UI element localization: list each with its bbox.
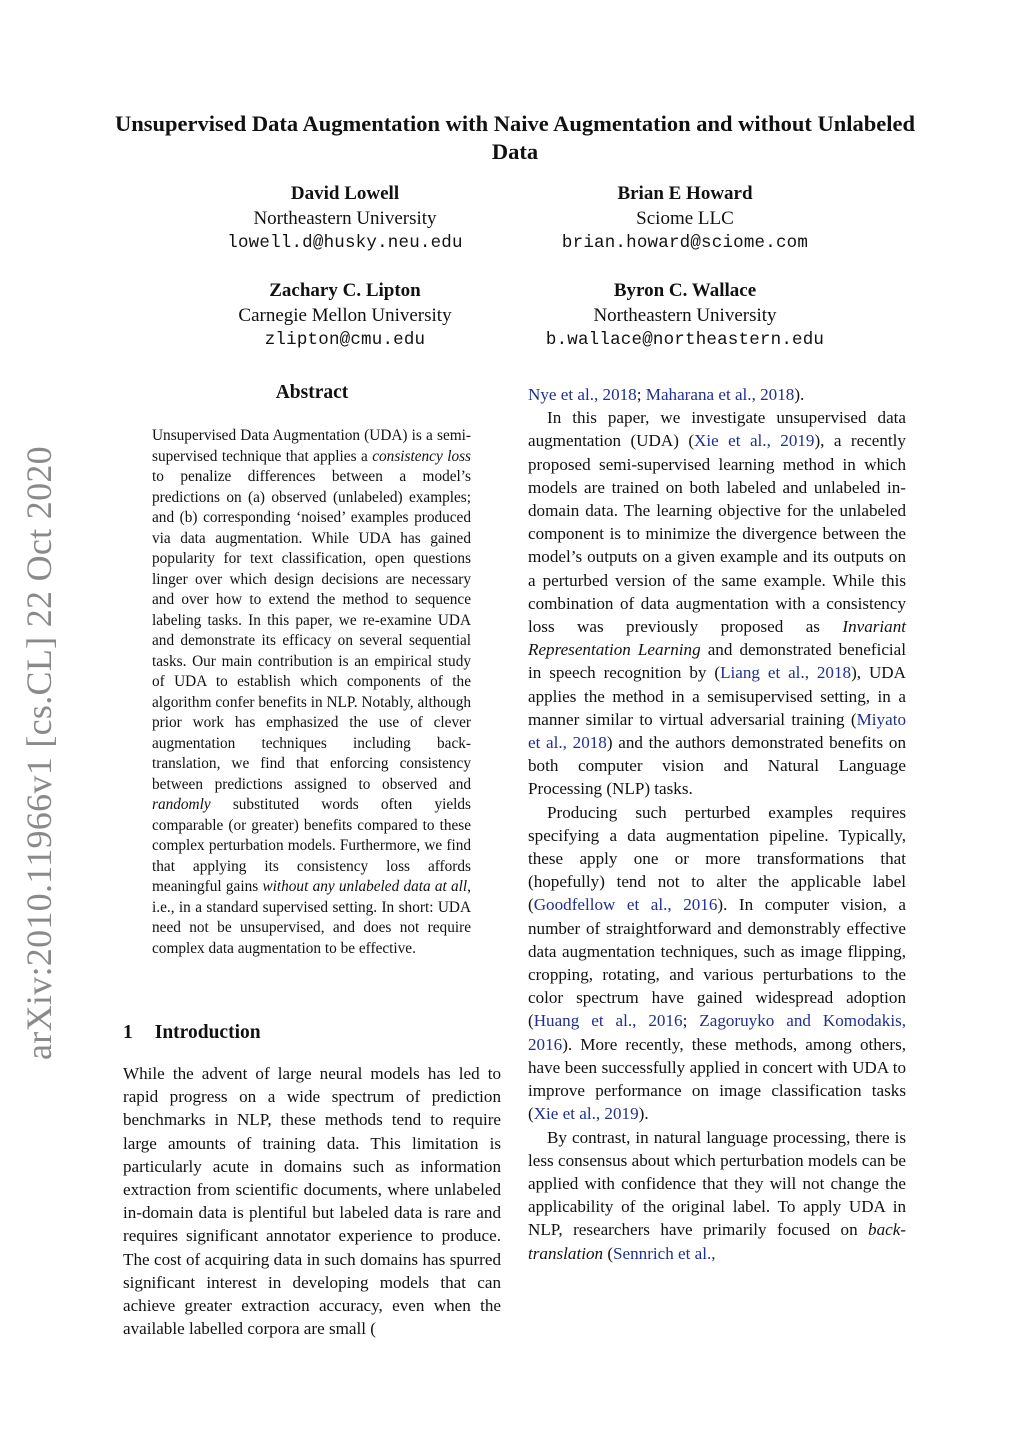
arxiv-stamp: arXiv:2010.11966v1 [cs.CL] 22 Oct 2020: [19, 446, 59, 1060]
author-name: Byron C. Wallace: [613, 280, 757, 301]
abstract-text: substituted words often yields comparable (or greater) benefits compared to these complex perturbation models. Furthermore, we find that applying its consistency loss affords meaningful gains: [152, 796, 471, 895]
paper-title: Unsupervised Data Augmentation with Naive Augmentation and without Unlabeled Data: [114, 111, 916, 164]
emphasis-text: Invariant Representation Learning: [528, 617, 906, 660]
paragraph: [528, 406, 906, 800]
paragraph: [528, 1126, 906, 1265]
abstract-body: [152, 426, 471, 959]
paragraph-text: Producing such perturbed examples requires specifying a data augmentation pipeline. Typically, these apply one or more transformations that (hopefully) tend not to alter the applicable label (: [528, 802, 906, 915]
citation-link[interactable]: Xie et al., 2019: [694, 431, 815, 451]
citation-link[interactable]: Miyato et al., 2018: [528, 709, 906, 753]
citation-link[interactable]: Huang et al., 2016: [533, 1011, 683, 1031]
paragraph-text: ;: [636, 385, 646, 404]
citation-link[interactable]: Zagoruyko and Komodakis, 2016: [528, 1011, 906, 1054]
author-name: David Lowell: [290, 183, 400, 204]
left-column: [123, 1062, 501, 1340]
paragraph: [528, 801, 906, 1126]
citation-link[interactable]: Maharana et al., 2018: [645, 385, 795, 404]
author-affiliation: Northeastern University: [253, 207, 437, 229]
author-affiliation: Carnegie Mellon University: [238, 304, 452, 326]
abstract-emphasis: consistency loss: [372, 447, 472, 465]
citation-link[interactable]: Xie et al., 2019: [533, 1104, 639, 1124]
abstract-text: Unsupervised Data Augmentation (UDA) is a semi-supervised technique that applies a: [152, 427, 471, 465]
citation-link[interactable]: Goodfellow et al., 2016: [533, 895, 718, 915]
paragraph-text: ), UDA applies the method in a semisupervised setting, in a manner similar to virtual adversarial training (: [528, 663, 906, 729]
section-title: Introduction: [154, 1022, 261, 1043]
paragraph-text: While the advent of large neural models has led to rapid progress on a wide spectrum of prediction benchmarks in NLP, these methods tend to require large amounts of training data. This limitation is particularly acute in domains such as information extraction from scientific documents, where unlabeled in-domain data is plentiful but labeled data is rare and requires significant annotator experience to produce. The cost of acquiring data in such domains has spurred significant interest in developing models that can achieve greater extraction accuracy, even when the available labelled corpora are small (: [123, 1064, 501, 1339]
author-affiliation: Northeastern University: [593, 304, 777, 326]
paragraph-text: ).: [638, 1104, 649, 1124]
paragraph-text: ).: [794, 385, 805, 404]
author-block: [495, 182, 875, 256]
paragraph-text: ). More recently, these methods, among others, have been successfully applied in concert with UDA to improve performance on image classification tasks (: [528, 1034, 906, 1124]
author-email: zlipton@cmu.edu: [264, 330, 426, 350]
paragraph: [528, 383, 906, 406]
abstract-emphasis: randomly: [152, 796, 211, 813]
paragraph-text: and demonstrated beneficial in speech recognition by (: [528, 640, 906, 683]
abstract-text: , i.e., in a standard supervised setting. In short: UDA need not be unsupervised, and does not require complex data augmentation to be effective.: [152, 878, 471, 957]
paragraph-text: (: [603, 1243, 614, 1263]
citation-link[interactable]: Sennrich et al.,: [613, 1243, 716, 1263]
paragraph-text: ). In computer vision, a number of straightforward and demonstrably effective data augmentation techniques, such as image flipping, cropping, rotating, and various perturbations to the color spectrum have gained widespread adoption (: [528, 895, 906, 1031]
author-name: Brian E Howard: [617, 183, 753, 204]
paragraph-text: ) and the authors demonstrated benefits on both computer vision and Natural Language Processing (NLP) tasks.: [528, 733, 906, 799]
emphasis-text: back-translation: [528, 1220, 906, 1263]
section-heading: [123, 1022, 261, 1044]
author-block: [495, 279, 875, 353]
section-number: 1: [123, 1022, 133, 1043]
author-email: lowell.d@husky.neu.edu: [227, 233, 463, 253]
citation-link[interactable]: Liang et al., 2018: [720, 663, 852, 683]
abstract-emphasis: without any unlabeled data at all: [262, 878, 468, 895]
author-email: brian.howard@sciome.com: [561, 233, 809, 253]
author-name: Zachary C. Lipton: [269, 280, 421, 301]
abstract-text: to penalize differences between a model’s predictions on (a) observed (unlabeled) examples; and (b) corresponding ‘noised’ examples produced via data augmentation. While UDA has gained popularity for text classification, open questions linger over which design decisions are necessary and over how to extend the method to sequence labeling tasks. In this paper, we re-examine UDA and demonstrate its efficacy on several sequential tasks. Our main contribution is an empirical study of UDA to establish which components of the algorithm confer benefits in NLP. Notably, although prior work has emphasized the use of clever augmentation techniques including back-translation, we find that enforcing consistency between predictions assigned to observed and: [152, 468, 471, 793]
right-column: [528, 383, 906, 1265]
citation-link[interactable]: Nye et al., 2018: [528, 385, 637, 404]
paragraph-text: In this paper, we investigate unsupervised data augmentation (UDA) (: [528, 408, 906, 451]
abstract-heading: Abstract: [275, 382, 349, 403]
paragraph-text: ), a recently proposed semi-supervised learning method in which models are trained on both labeled and unlabeled in-domain data. The learning objective for the unlabeled component is to minimize the divergence between the model’s outputs on a given example and its outputs on a perturbed version of the same example. While this combination of data augmentation with a consistency loss was previously proposed as: [528, 431, 906, 637]
author-affiliation: Sciome LLC: [636, 207, 734, 229]
author-block: [155, 279, 535, 353]
author-block: [155, 182, 535, 256]
paragraph-text: ;: [682, 1011, 700, 1031]
paragraph-text: By contrast, in natural language processing, there is less consensus about which perturbation models can be applied with confidence that they will not change the applicability of the original label. To apply UDA in NLP, researchers have primarily focused on: [528, 1127, 906, 1240]
paragraph: [123, 1062, 501, 1340]
author-email: b.wallace@northeastern.edu: [545, 330, 825, 350]
